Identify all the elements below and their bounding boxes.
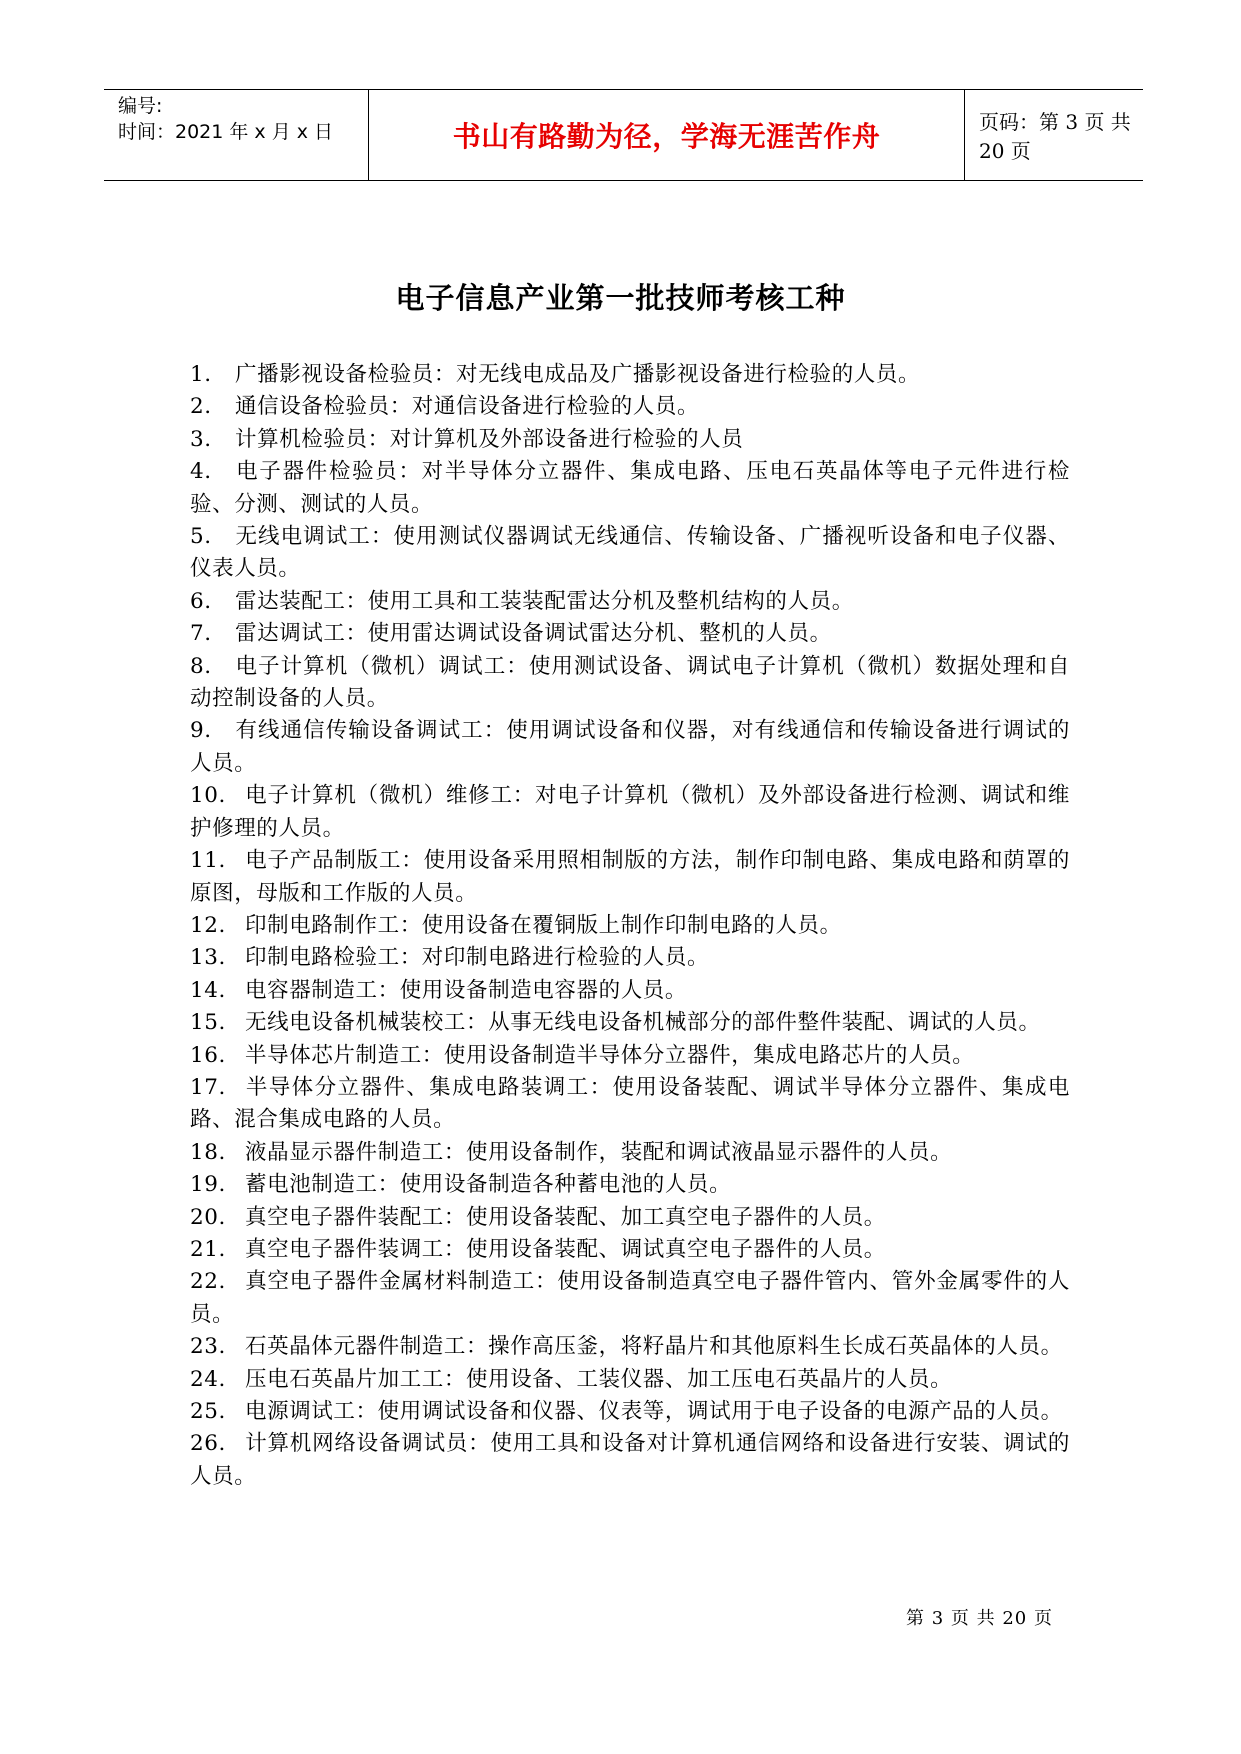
list-item-text: 电子计算机（微机）调试工：使用测试设备、调试电子计算机（微机）数据处理和自动控制设备的人员。 [190, 653, 1070, 712]
serial-label: 编号: [118, 95, 163, 117]
list-item [190, 456, 1070, 521]
list-item [190, 618, 1070, 650]
list-item [190, 1137, 1070, 1169]
header-meta [104, 90, 369, 180]
page-header [104, 89, 1143, 181]
list-item-number: 3. [190, 426, 212, 452]
list-item-text: 半导体分立器件、集成电路装调工：使用设备装配、调试半导体分立器件、集成电路、混合集成电路的人员。 [190, 1074, 1070, 1133]
list-item [190, 586, 1070, 618]
list-item-text: 液晶显示器件制造工：使用设备制作，装配和调试液晶显示器件的人员。 [245, 1139, 953, 1165]
list-item-number: 11. [190, 848, 226, 874]
document-title: 电子信息产业第一批技师考核工种 [395, 281, 846, 315]
list-item-text: 真空电子器件装调工：使用设备装配、调试真空电子器件的人员。 [245, 1236, 886, 1262]
list-item [190, 845, 1070, 910]
list-item-number: 17. [190, 1074, 226, 1100]
list-item-text: 广播影视设备检验员：对无线电成品及广播影视设备进行检验的人员。 [235, 362, 921, 387]
list-item-number: 4. [190, 459, 212, 485]
list-item-number: 1. [190, 362, 212, 387]
list-item-number: 25. [190, 1399, 226, 1424]
list-item-number: 9. [190, 718, 212, 744]
list-item-text: 计算机网络设备调试员：使用工具和设备对计算机通信网络和设备进行安装、调试的人员。 [190, 1431, 1070, 1489]
list-item [190, 424, 1070, 456]
list-item-number: 7. [190, 621, 212, 647]
list-item [190, 1169, 1070, 1201]
list-item-number: 21. [190, 1236, 226, 1262]
list-item-text: 电容器制造工：使用设备制造电容器的人员。 [245, 977, 688, 1003]
list-item [190, 1040, 1070, 1072]
list-item [190, 521, 1070, 586]
list-item-text: 无线电设备机械装校工：从事无线电设备机械部分的部件整件装配、调试的人员。 [245, 1010, 1041, 1036]
list-item-text: 电子产品制版工：使用设备采用照相制版的方法，制作印制电路、集成电路和荫罩的原图，母版和工作版的人员。 [190, 848, 1070, 906]
list-item [190, 651, 1070, 716]
list-item-text: 真空电子器件装配工：使用设备装配、加工真空电子器件的人员。 [245, 1204, 886, 1230]
list-item [190, 942, 1070, 974]
list-item-number: 24. [190, 1366, 226, 1392]
list-item-text: 计算机检验员：对计算机及外部设备进行检验的人员 [235, 426, 744, 452]
list-item-number: 22. [190, 1269, 226, 1295]
list-item-text: 石英晶体元器件制造工：操作高压釜，将籽晶片和其他原料生长成石英晶体的人员。 [245, 1334, 1063, 1360]
list-item-number: 26. [190, 1431, 226, 1457]
list-item-number: 15. [190, 1010, 226, 1036]
list-item-text: 通信设备检验员：对通信设备进行检验的人员。 [235, 394, 700, 420]
list-item-text: 真空电子器件金属材料制造工：使用设备制造真空电子器件管内、管外金属零件的人员。 [190, 1269, 1070, 1327]
list-item-text: 蓄电池制造工：使用设备制造各种蓄电池的人员。 [245, 1172, 732, 1198]
time-label: 时间：2021 年 x 月 x 日 [118, 121, 334, 143]
list-item [190, 359, 1070, 391]
list-item-number: 8. [190, 653, 212, 679]
list-item-text: 有线通信传输设备调试工：使用调试设备和仪器，对有线通信和传输设备进行调试的人员。 [190, 718, 1070, 776]
page-footer: 第 3 页 共 20 页 [906, 1608, 1053, 1629]
list-item-number: 12. [190, 912, 226, 938]
list-item-number: 16. [190, 1042, 226, 1068]
list-item-number: 2. [190, 394, 212, 420]
list-item-number: 5. [190, 524, 212, 550]
list-item [190, 1364, 1070, 1396]
list-item-text: 印制电路制作工：使用设备在覆铜版上制作印制电路的人员。 [245, 912, 842, 938]
list-item-number: 13. [190, 945, 226, 971]
list-item [190, 1266, 1070, 1331]
list-item [190, 975, 1070, 1007]
list-item [190, 1234, 1070, 1266]
list-item-text: 雷达调试工：使用雷达调试设备调试雷达分机、整机的人员。 [235, 621, 832, 647]
list-item [190, 910, 1070, 942]
list-item-number: 19. [190, 1172, 226, 1198]
list-item-text: 电源调试工：使用调试设备和仪器、仪表等，调试用于电子设备的电源产品的人员。 [245, 1399, 1063, 1424]
list-item-text: 印制电路检验工：对印制电路进行检验的人员。 [245, 945, 710, 971]
list-item-text: 压电石英晶片加工工：使用设备、工装仪器、加工压电石英晶片的人员。 [245, 1366, 953, 1392]
list-item [190, 1331, 1070, 1363]
list-item [190, 1072, 1070, 1137]
list-item-number: 10. [190, 783, 226, 809]
list-item [190, 391, 1070, 423]
list-item [190, 1396, 1070, 1428]
list-item-text: 无线电调试工：使用测试仪器调试无线通信、传输设备、广播视听设备和电子仪器、仪表人员。 [190, 524, 1070, 582]
list-item [190, 1007, 1070, 1039]
list-item-text: 电子计算机（微机）维修工：对电子计算机（微机）及外部设备进行检测、调试和维护修理的人员。 [190, 783, 1070, 841]
document-body [190, 359, 1070, 1493]
list-item-number: 18. [190, 1139, 226, 1165]
list-item [190, 1202, 1070, 1234]
list-item-number: 14. [190, 977, 226, 1003]
list-item-number: 6. [190, 588, 212, 614]
list-item-number: 23. [190, 1334, 226, 1360]
list-item-text: 电子器件检验员：对半导体分立器件、集成电路、压电石英晶体等电子元件进行检验、分测、测试的人员。 [190, 459, 1070, 517]
header-motto: 书山有路勤为径，学海无涯苦作舟 [369, 90, 965, 180]
list-item-text: 半导体芯片制造工：使用设备制造半导体分立器件，集成电路芯片的人员。 [245, 1042, 975, 1068]
list-item [190, 715, 1070, 780]
header-page-label: 页码：第 3 页 共 20 页 [979, 110, 1131, 163]
list-item [190, 780, 1070, 845]
list-item-number: 20. [190, 1204, 226, 1230]
list-item [190, 1428, 1070, 1493]
list-item-text: 雷达装配工：使用工具和工装装配雷达分机及整机结构的人员。 [235, 588, 854, 614]
